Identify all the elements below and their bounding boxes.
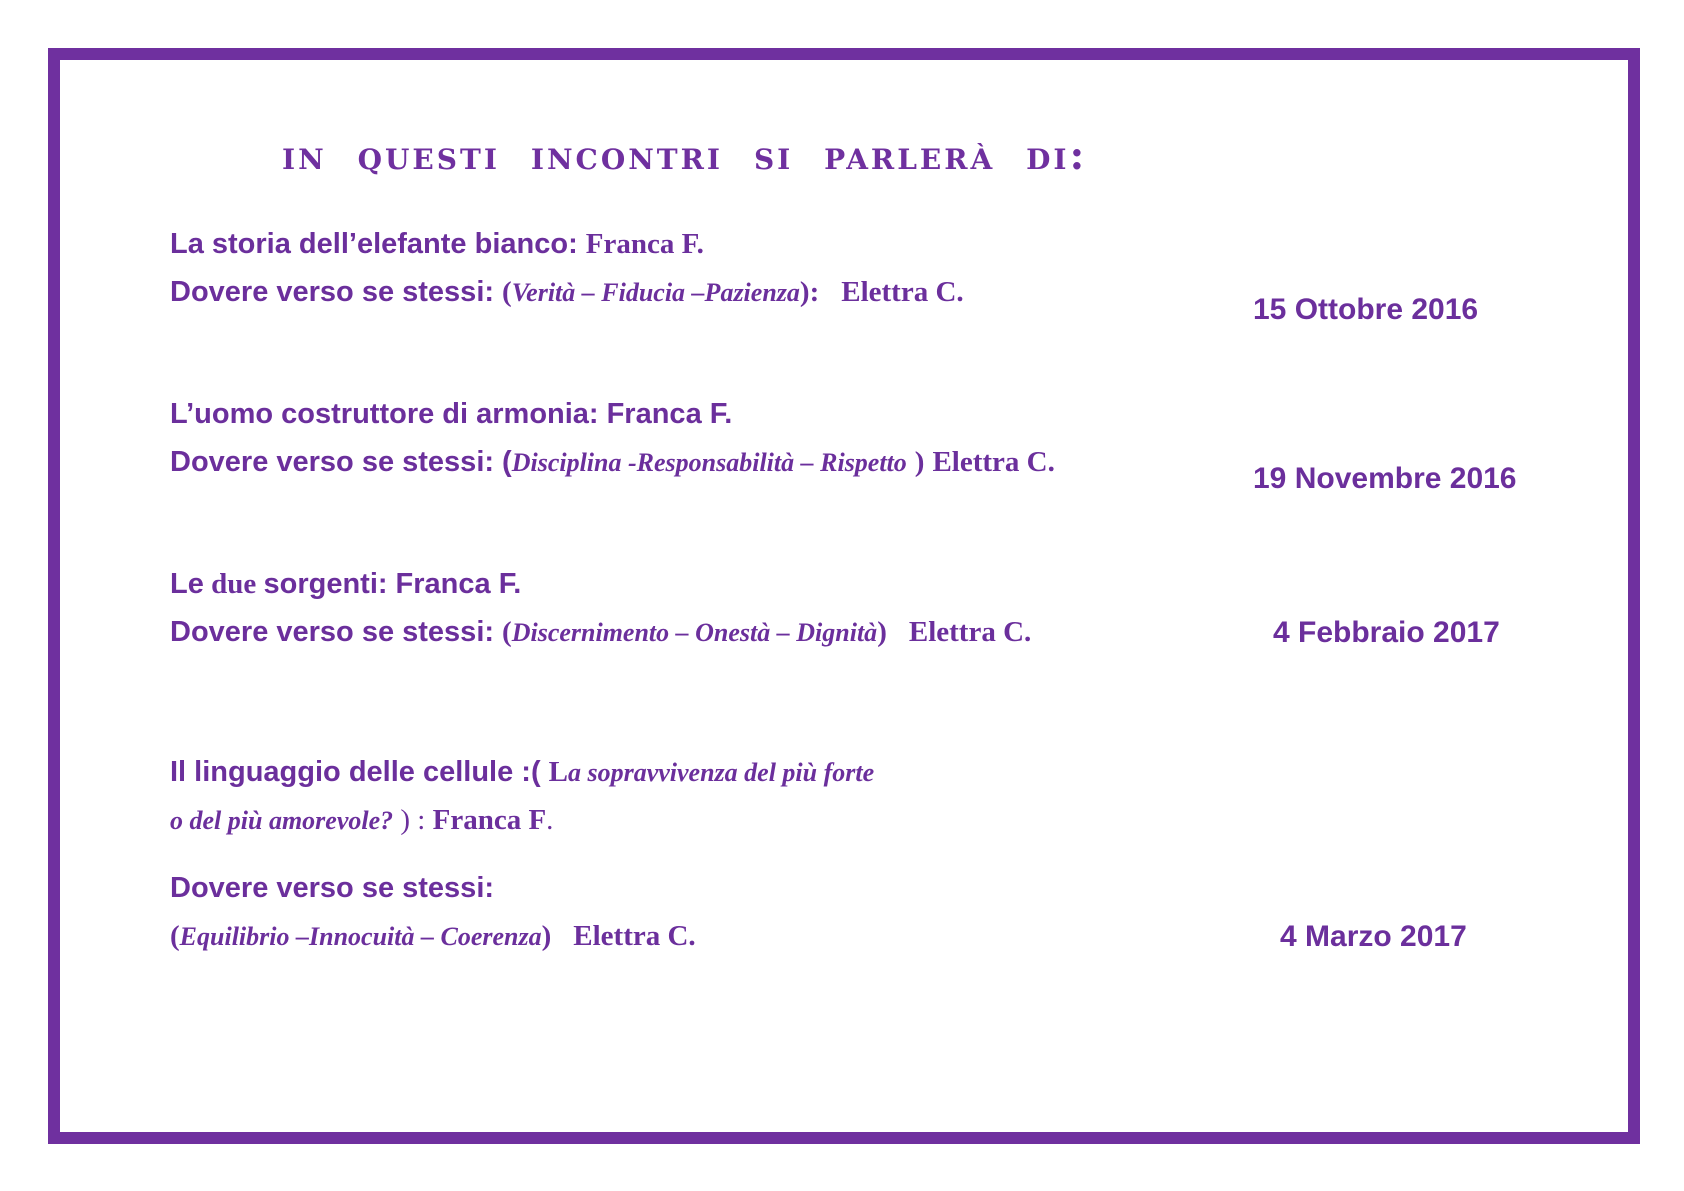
session-3-duty-label: Dovere verso se stessi: <box>170 616 495 648</box>
session-2-speaker: Franca F. <box>606 398 733 430</box>
session-4-date: 4 Marzo 2017 <box>1280 920 1467 953</box>
session-2-topic: L’uomo costruttore di armonia: <box>170 398 599 430</box>
session-1-duty-line: Dovere verso se stessi: (Verità – Fiducia –Pazienza): Elettra C. <box>170 276 964 308</box>
session-3-speaker: Franca F. <box>395 568 522 600</box>
session-4-duty-label: Dovere verso se stessi: <box>170 872 495 904</box>
session-4-virtues-line: (Equilibrio –Innocuità – Coerenza) Elettra C. <box>170 920 696 952</box>
session-1-duty-label: Dovere verso se stessi: <box>170 276 495 308</box>
session-1-topic-line: La storia dell’elefante bianco: Franca F. <box>170 228 704 260</box>
page-title: in questi incontri si parlerà di: <box>282 132 1088 179</box>
session-3-topic-line: Le due sorgenti: Franca F. <box>170 568 522 600</box>
session-2-speaker-2: Elettra C. <box>932 446 1055 478</box>
session-4-virtues: Equilibrio –Innocuità – Coerenza <box>179 922 542 951</box>
session-4-topic-italic: a sopravvivenza del più forte <box>567 758 875 787</box>
session-4-speaker: Franca F <box>432 804 547 836</box>
session-3-virtues: Discernimento – Onestà – Dignità <box>511 618 878 647</box>
session-3-topic: sorgenti: <box>263 568 388 600</box>
session-1-speaker: Franca F. <box>585 228 704 260</box>
session-3-date: 4 Febbraio 2017 <box>1273 616 1500 649</box>
session-2-virtues: Disciplina -Responsabilità – Rispetto <box>511 448 907 477</box>
session-2-topic-line <box>170 398 732 431</box>
session-4-duty-line <box>170 872 494 905</box>
session-4-topic: Il linguaggio delle cellule :( <box>170 756 541 788</box>
session-1-date: 15 Ottobre 2016 <box>1253 293 1479 326</box>
session-2-duty-line: Dovere verso se stessi: (Disciplina -Responsabilità – Rispetto ) Elettra C. <box>170 446 1055 478</box>
session-4-topic-line-2: o del più amorevole? ) : Franca F. <box>170 804 554 836</box>
session-3-speaker-2: Elettra C. <box>908 616 1032 648</box>
session-1-virtues: Verità – Fiducia –Pazienza <box>511 278 800 307</box>
session-2-date: 19 Novembre 2016 <box>1253 462 1517 495</box>
session-2-duty-label: Dovere verso se stessi: <box>170 446 495 478</box>
session-4-speaker-2: Elettra C. <box>573 920 696 952</box>
session-4-topic-line: Il linguaggio delle cellule :( La sopravvivenza del più forte <box>170 756 875 788</box>
session-3-duty-line: Dovere verso se stessi: (Discernimento – Onestà – Dignità) Elettra C. <box>170 616 1032 648</box>
session-1-speaker-2: Elettra C. <box>841 276 964 308</box>
session-1-topic: La storia dell’elefante bianco <box>170 228 569 260</box>
